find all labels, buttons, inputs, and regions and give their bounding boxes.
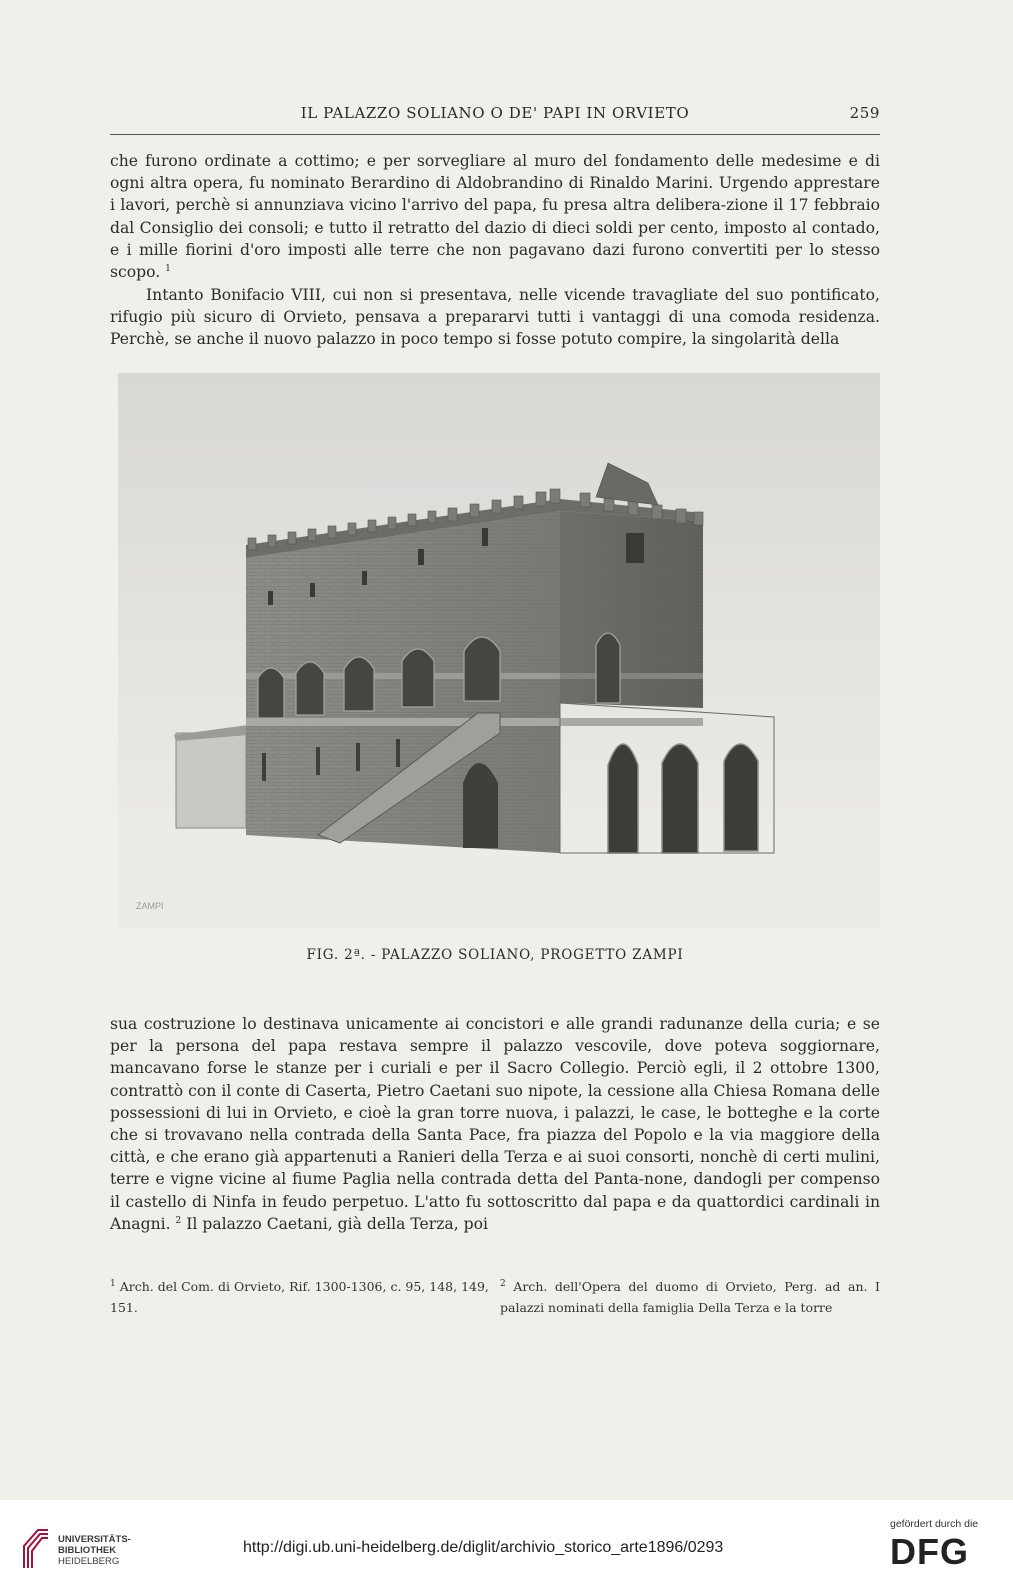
paragraph-3-text: sua costruzione lo destinava unicamente ai concistori e alle grandi radunanze della curia; e se per la persona del papa restava sempre il palazzo vescovile, dove poteva soggiornare, mancavano forse le stanze per i curiali e per il Sacro Collegio. Perciò egli, il 2 ottobre 1300, contrattò con il conte di Caserta, Pietro Caetani suo nipote, la cessione alla Chiesa Romana delle possessioni di lui in Orvieto, e cioè la gran torre nuova, i palazzi, le case, le botteghe e la corte che si trovavano nella contrada della Santa Pace, fra piazza del Popolo e la via maggiore della città, e che erano già appartenuti a Ranieri della Terza e ai suoi consorti, nonchè di certi mulini, terre e vigne vicine al fiume Paglia nella contrada detta del Panta-none, dandogli per compenso il castello di Ninfa in feudo perpetuo. L'atto fu sottoscritto dal papa e da quattordici cardinali in Anagni.: [110, 1015, 880, 1233]
sponsor-label: gefördert durch die: [890, 1518, 979, 1530]
library-name[interactable]: [58, 1534, 131, 1567]
footnote-1-text: Arch. del Com. di Orvieto, Rif. 1300-1306, c. 95, 148, 149, 151.: [110, 1279, 489, 1315]
paragraph-3-continuation: Il palazzo Caetani, già della Terza, poi: [186, 1214, 488, 1233]
dfg-logo: DFG: [890, 1531, 969, 1572]
library-logo-icon[interactable]: [20, 1524, 52, 1572]
figure-caption: FIG. 2ª. - PALAZZO SOLIANO, PROGETTO ZAMPI: [306, 947, 684, 963]
annex-building: [176, 733, 246, 828]
permalink-url[interactable]: http://digi.ub.uni-heidelberg.de/diglit/archivio_storico_arte1896/0293: [243, 1539, 724, 1556]
footnote-2: [500, 1276, 880, 1318]
footnote-2-text: Arch. dell'Opera del duomo di Orvieto, Perg. ad an. I palazzi nominati della famiglia Della Terza e la torre: [500, 1279, 880, 1315]
sponsor-badge[interactable]: [890, 1518, 1000, 1570]
paragraph-2: Intanto Bonifacio VIII, cui non si presentava, nelle vicende travagliate del suo pontificato, rifugio più sicuro di Orvieto, pensava a prepararvi tutti i vantaggi di una comoda residenza. Perchè, se anche il nuovo palazzo in poco tempo si fosse potuto compire, la singolarità della: [110, 286, 880, 349]
library-line-1: UNIVERSITÄTS-: [58, 1534, 131, 1545]
library-line-3: HEIDELBERG: [58, 1556, 120, 1567]
page-number: 259: [849, 104, 880, 122]
loggia-arches: [608, 744, 758, 853]
photo-stamp: ZAMPI: [136, 901, 164, 911]
running-title: IL PALAZZO SOLIANO O DE' PAPI IN ORVIETO: [300, 104, 690, 122]
footnote-1: [110, 1276, 490, 1318]
figure-palazzo-soliano: [118, 373, 880, 929]
footnote-ref-1: 1: [165, 263, 171, 274]
paragraph-1-text: che furono ordinate a cottimo; e per sorvegliare al muro del fondamento delle medesime e di ogni altra opera, fu nominato Berardino di Aldobrandino di Rinaldo Marini. Urgendo apprestare i lavori, perchè si annunziava vicino l'arrivo del papa, fu presa altra delibera-zione il 17 febbraio dal Consiglio dei consoli; e tutto il retratto del dazio di dieci soldi per cento, imposto al contado, e i mille fiorini d'oro imposti alle terre che non pagavano dazi furono convertiti per lo stesso scopo.: [110, 152, 880, 282]
footnote-2-mark: 2: [500, 1278, 506, 1289]
viewer-footer: [0, 1500, 1013, 1591]
running-head: [110, 104, 880, 128]
header-rule: [110, 134, 880, 135]
paragraph-1: [110, 150, 880, 283]
library-line-2: BIBLIOTHEK: [58, 1545, 117, 1556]
building-illustration: [118, 373, 880, 929]
footnote-ref-2: 2: [175, 1215, 182, 1226]
paragraph-3: [110, 1013, 880, 1235]
footnote-1-mark: 1: [110, 1278, 116, 1289]
